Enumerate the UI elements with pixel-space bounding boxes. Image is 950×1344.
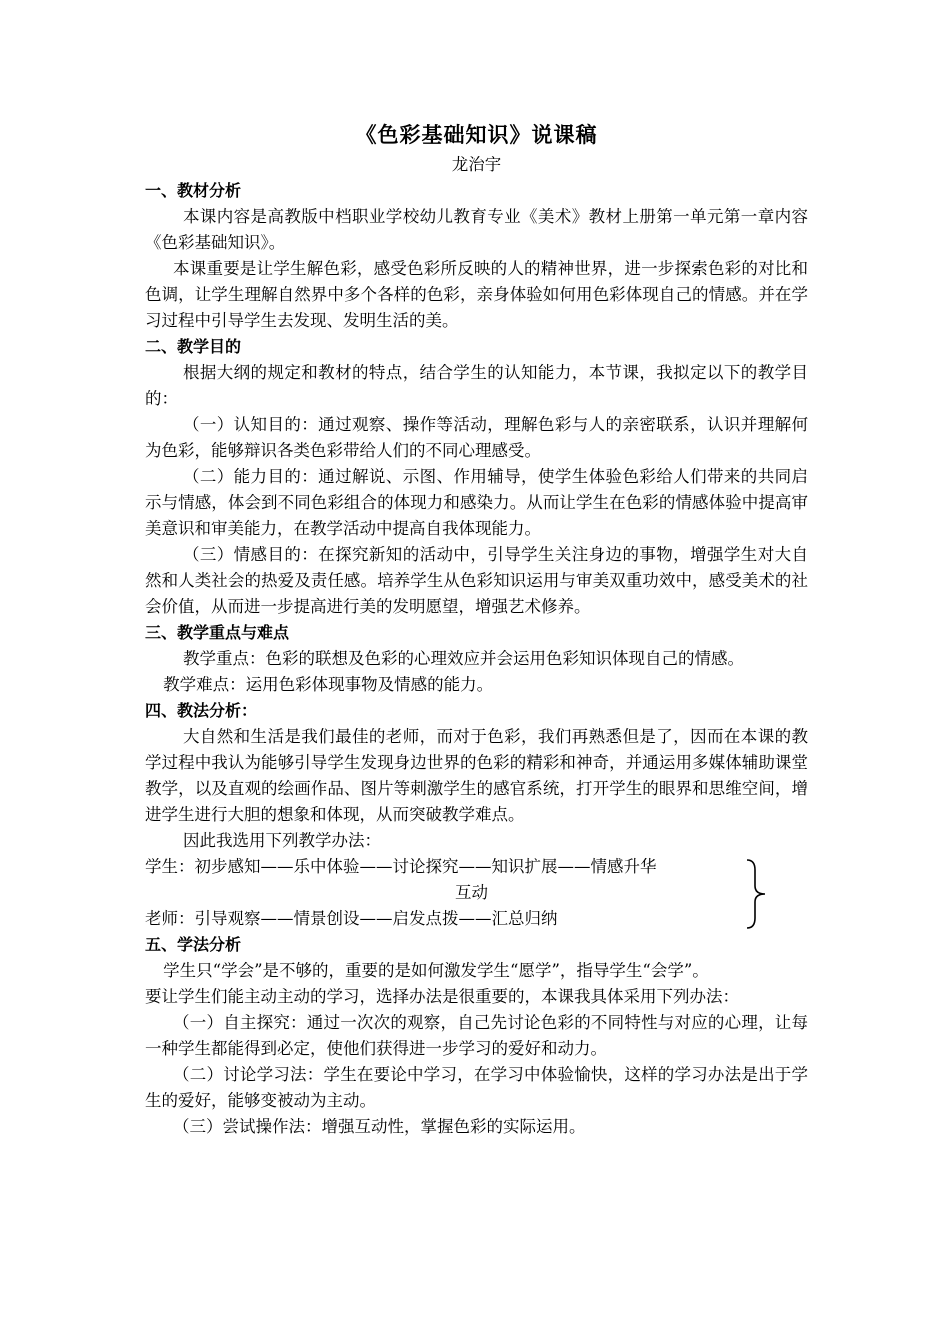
flow-interaction: 互动 (455, 883, 488, 902)
right-brace-icon (745, 858, 769, 930)
teaching-flow (145, 854, 808, 932)
paragraph: （二）讨论学习法：学生在要论中学习，在学习中体验愉快，这样的学习办法是出于学生的爱好，能够变被动为主动。 (145, 1065, 808, 1110)
section-heading-3: 三、教学重点与难点 (145, 623, 290, 642)
paragraph: （三）情感目的：在探究新知的活动中，引导学生关注身边的事物，增强学生对大自然和人类社会的热爱及责任感。培养学生从色彩知识运用与审美双重功效中，感受美术的社会价值，从而进一步提高进行美的发明愿望，增强艺术修养。 (145, 545, 808, 616)
paragraph: 学生只“学会”是不够的，重要的是如何激发学生“愿学”，指导学生“会学”。 (163, 961, 709, 980)
paragraph: （一）认知目的：通过观察、操作等活动，理解色彩与人的亲密联系，认识并理解何为色彩，能够辩识各类色彩带给人们的不同心理感受。 (145, 415, 808, 460)
section-heading-2: 二、教学目的 (145, 337, 242, 356)
document-author: 龙治宇 (451, 155, 502, 174)
paragraph: （二）能力目的：通过解说、示图、作用辅导，使学生体验色彩给人们带来的共同启示与情感，体会到不同色彩组合的体现力和感染力。从而让学生在色彩的情感体验中提高审美意识和审美能力，在教学活动中提高自我体现能力。 (145, 467, 808, 538)
paragraph: （三）尝试操作法：增强互动性，掌握色彩的实际运用。 (173, 1117, 586, 1136)
flow-teacher: 老师：引导观察——情景创设——启发点拨——汇总归纳 (145, 909, 558, 928)
paragraph: 要让学生们能主动主动的学习，选择办法是很重要的，本课我具体采用下列办法： (145, 987, 739, 1006)
paragraph: 本课重要是让学生解色彩，感受色彩所反映的人的精神世界，进一步探索色彩的对比和色调，让学生理解自然界中多个各样的色彩，亲身体验如何用色彩体现自己的情感。并在学习过程中引导学生去发现、发明生活的美。 (145, 259, 808, 330)
paragraph: 教学难点：运用色彩体现事物及情感的能力。 (163, 675, 494, 694)
flow-student: 学生：初步感知——乐中体验——讨论探究——知识扩展——情感升华 (145, 857, 657, 876)
paragraph: 本课内容是高教版中档职业学校幼儿教育专业《美术》教材上册第一单元第一章内容《色彩基础知识》。 (145, 207, 808, 252)
paragraph: （一）自主探究：通过一次次的观察，自己先讨论色彩的不同特性与对应的心理，让每一种学生都能得到必定，使他们获得进一步学习的爱好和动力。 (145, 1013, 808, 1058)
paragraph: 大自然和生活是我们最佳的老师，而对于色彩，我们再熟悉但是了，因而在本课的教学过程中我认为能够引导学生发现身边世界的色彩的精彩和神奇，并通运用多媒体辅助课堂教学，以及直观的绘画作品、图片等刺激学生的感官系统，打开学生的眼界和思维空间，增进学生进行大胆的想象和体现，从而突破教学难点。 (145, 727, 808, 824)
paragraph: 根据大纲的规定和教材的特点，结合学生的认知能力，本节课，我拟定以下的教学目的： (145, 363, 808, 408)
section-heading-4: 四、教法分析： (145, 701, 258, 720)
section-heading-1: 一、教材分析 (145, 181, 242, 200)
paragraph: 因此我选用下列教学办法： (182, 831, 381, 850)
paragraph: 教学重点：色彩的联想及色彩的心理效应并会运用色彩知识体现自己的情感。 (182, 649, 744, 668)
document-page (145, 118, 808, 1140)
section-heading-5: 五、学法分析 (145, 935, 242, 954)
document-title: 《色彩基础知识》说课稿 (355, 122, 598, 147)
